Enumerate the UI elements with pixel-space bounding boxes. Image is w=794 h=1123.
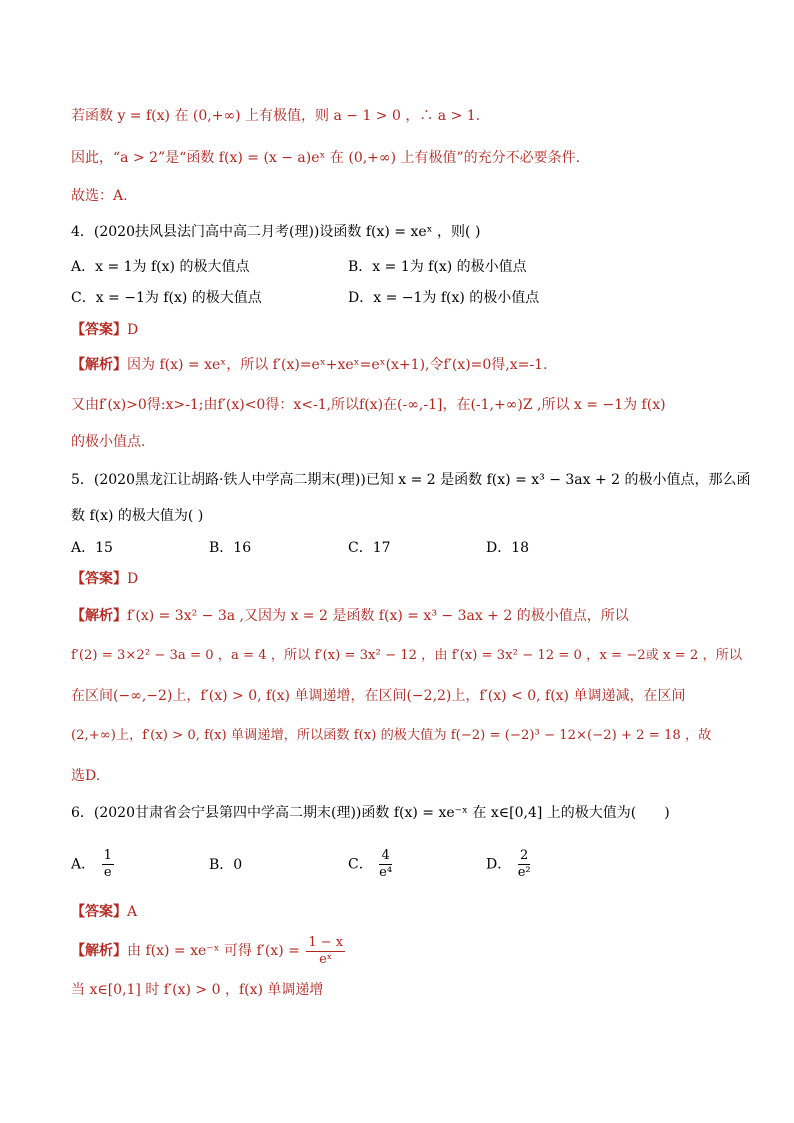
q5-answer [71,569,138,589]
q3-conclusion-line: 因此，“a > 2”是“函数 f(x) = (x − a)eˣ 在 (0,+∞) 上有极值”的充分不必要条件. [71,150,581,166]
answer-tag: 【答案】 [71,904,127,920]
solution-text: 由 f(x) = xe⁻ˣ 可得 f′(x) = [127,943,300,959]
denominator: eˣ [319,951,333,967]
q5-stem-2: 数 f(x) 的极大值为( ) [71,508,204,524]
option-letter: C． [348,856,373,873]
q5-solution-4: (2,+∞)上，f′(x) > 0, f(x) 单调递增，所以函数 f(x) 的极大值为 f(−2) = (−2)³ − 12×(−2) + 2 = 18 ，故 [71,728,712,743]
q5-option-b: B．16 [209,540,252,556]
q4-solution-1 [71,355,547,375]
denominator: e² [517,865,531,880]
denominator: e⁴ [379,865,393,880]
q4-option-b: B．x = 1为 f(x) 的极小值点 [348,259,527,275]
answer-value: D [127,322,139,338]
numerator: 1 [103,848,112,863]
q4-option-c: C．x = −1为 f(x) 的极大值点 [71,290,262,306]
q6-option-a [71,848,116,881]
q5-option-d: D．18 [486,540,530,556]
q6-option-c [348,848,394,881]
solution-tag: 【解析】 [71,943,127,959]
answer-value: D [127,571,139,587]
fraction [379,848,392,881]
option-letter: D． [486,856,512,873]
q6-solution-1 [71,934,347,968]
q6-option-d [486,848,533,881]
numerator: 1 − x [308,934,344,950]
q5-stem-1: 5．(2020黑龙江让胡路·铁人中学高二期末(理))已知 x = 2 是函数 f(x) = x³ − 3ax + 2 的极小值点，那么函 [71,472,751,488]
solution-text: 因为 f(x) = xeˣ，所以 f′(x)=eˣ+xeˣ=eˣ(x+1),令f′(x)=0得,x=-1. [127,357,548,373]
q5-solution-5: 选D. [71,768,101,784]
answer-tag: 【答案】 [71,571,127,587]
q4-option-d: D．x = −1为 f(x) 的极小值点 [348,290,540,306]
q5-option-a: A．15 [71,540,113,556]
option-value: 0 [233,857,243,873]
q5-solution-2: f′(2) = 3×2² − 3a = 0 ，a = 4 ，所以 f′(x) = 3x² − 12 ，由 f′(x) = 3x² − 12 = 0 ，x = −2或 x = 2 ，所以 [71,648,743,663]
q6-stem: 6．(2020甘肃省会宁县第四中学高二期末(理))函数 f(x) = xe⁻ˣ 在 x∈[0,4] 上的极大值为( ) [71,805,670,821]
q6-solution-2: 当 x∈[0,1] 时 f′(x) > 0 ，f(x) 单调递增 [71,982,324,998]
solution-text: f′(x) = 3x² − 3a ,又因为 x = 2 是函数 f(x) = x³ − 3ax + 2 的极小值点，所以 [127,608,629,624]
numerator: 4 [381,848,390,863]
q5-solution-1 [71,606,629,626]
solution-tag: 【解析】 [71,608,127,624]
q4-answer [71,320,138,340]
q5-option-c: C．17 [348,540,391,556]
q4-solution-3: 的极小值点. [71,434,146,450]
answer-value: A [127,904,138,920]
q5-solution-3: 在区间(−∞,−2)上，f′(x) > 0, f(x) 单调递增，在区间(−2,2)上，f′(x) < 0, f(x) 单调递减，在区间 [71,688,686,704]
q3-solution-line: 若函数 y = f(x) 在 (0,+∞) 上有极值，则 a − 1 > 0 ，∴ a > 1. [71,108,481,124]
denominator: e [103,865,112,880]
answer-tag: 【答案】 [71,322,127,338]
derivative-fraction [306,935,345,968]
fraction [102,848,114,881]
q4-option-a: A．x = 1为 f(x) 的极大值点 [71,259,250,275]
numerator: 2 [520,848,529,863]
option-letter: B． [209,857,234,873]
q3-choice-line: 故选：A. [71,188,128,204]
solution-tag: 【解析】 [71,357,127,373]
fraction [518,848,531,881]
q6-answer [71,902,137,922]
option-letter: A． [71,856,96,873]
q4-stem: 4．(2020扶风县法门高中高二月考(理))设函数 f(x) = xeˣ ，则( ) [71,224,481,240]
q6-option-b [209,855,242,875]
q4-solution-2: 又由f′(x)>0得:x>-1;由f′(x)<0得：x<-1,所以f(x)在(-∞,-1]，在(-1,+∞)Z ,所以 x = −1为 f(x) [71,397,666,413]
